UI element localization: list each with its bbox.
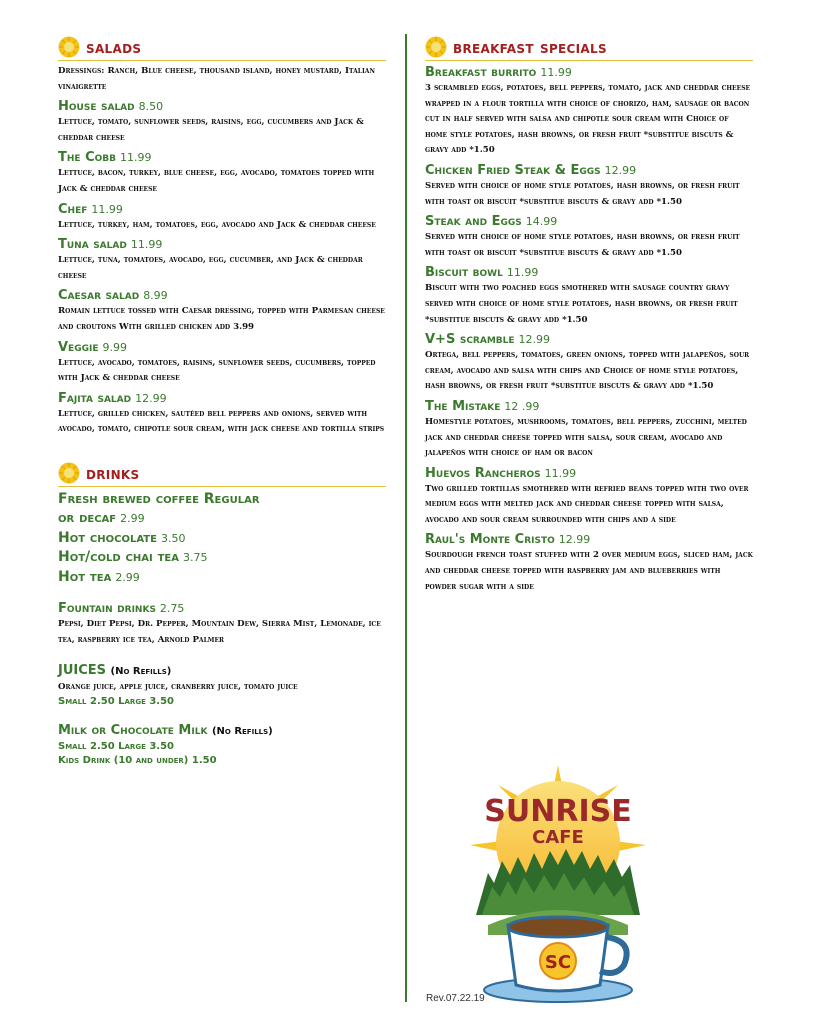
- item-price: 12 .99: [504, 399, 540, 413]
- item-note: (No Refills): [211, 726, 273, 738]
- item-price: 12.99: [558, 533, 591, 547]
- item-name: The Cobb: [58, 150, 116, 166]
- item-desc: Lettuce, avocado, tomatoes, raisins, sunflower seeds, cucumbers, topped with Jack & cheddar cheese: [58, 357, 376, 384]
- salad-item: [58, 339, 386, 387]
- item-price: 11.99: [544, 466, 577, 480]
- coffee-item-cont: [58, 509, 386, 529]
- item-name: The Mistake: [425, 398, 501, 414]
- item-name: JUICES: [58, 662, 107, 678]
- item-price: 14.99: [525, 215, 558, 229]
- item-name: Tuna salad: [58, 237, 127, 253]
- salads-header: [58, 36, 386, 61]
- breakfast-item: [425, 331, 753, 395]
- hot-tea-item: [58, 568, 386, 588]
- breakfast-item: [425, 264, 753, 328]
- item-desc: Ortega, bell peppers, tomatoes, green onions, topped with jalapeños, sour cream, avocado and salsa with chips and Choice of home style potatoes, hash browns, or fresh fruit *substitue biscuts & gravy add *1.50: [425, 350, 750, 392]
- item-desc: Orange juice, apple juice, cranberry juice, tomato juice: [58, 681, 298, 692]
- item-desc: Lettuce, tuna, tomatoes, avocado, egg, cucumber, and Jack & cheddar cheese: [58, 255, 363, 281]
- item-price: 9.99: [102, 340, 127, 354]
- item-name: Breakfast burrito: [425, 65, 537, 80]
- item-price: 3.75: [182, 551, 208, 565]
- item-name: Chicken Fried Steak & Eggs: [425, 162, 601, 178]
- item-price: 12.99: [518, 333, 551, 347]
- logo-line1: SUNRISE: [484, 794, 632, 829]
- item-price: 2.99: [115, 570, 140, 584]
- item-desc: Served with choice of home style potatoes, hash browns, or fresh fruit with toast or biscuit *substitue biscuts & gravy add *1.50: [425, 180, 740, 207]
- drinks-title: drinks: [86, 463, 140, 484]
- salad-item: [58, 287, 386, 335]
- logo-line2: CAFE: [532, 827, 584, 848]
- salad-item: [58, 236, 386, 284]
- item-price: 11.99: [506, 266, 539, 280]
- item-price: 8.50: [138, 100, 164, 114]
- item-desc: Romain lettuce tossed with Caesar dressing, topped with Parmesan cheese and croutons With grilled chicken add 3.99: [58, 306, 385, 332]
- sun-icon: [58, 462, 80, 484]
- item-name: Huevos Rancheros: [425, 465, 541, 481]
- breakfast-item: [425, 162, 753, 210]
- item-name: Fountain drinks: [58, 601, 156, 617]
- item-price: 8.99: [143, 289, 168, 303]
- item-desc: Served with choice of home style potatoes, hash browns, or fresh fruit with toast or biscuit *substitue biscuts & gravy add *1.50: [425, 232, 740, 258]
- item-name: Hot tea: [58, 568, 112, 585]
- item-price: 11.99: [120, 151, 152, 165]
- item-desc: Sourdough french toast stuffed with 2 over medium eggs, sliced ham, jack and cheddar cheese topped with raspberry jam and blueberries with powder sugar with a side: [425, 550, 753, 592]
- item-desc: Lettuce, tomato, sunflower seeds, raisins, egg, cucumbers and Jack & cheddar cheese: [58, 117, 364, 143]
- milk-item: [58, 722, 386, 740]
- salad-item: [58, 390, 386, 438]
- salad-item: [58, 98, 386, 146]
- item-name: or decaf: [58, 510, 117, 527]
- juices-item: [58, 662, 386, 680]
- breakfast-item: [425, 531, 753, 595]
- item-desc: Two grilled tortillas smothered with refried beans topped with two over medium eggs with melted jack and cheddar cheese topped with salsa, avocado and sour cream surrounded with chips and a side: [425, 483, 749, 525]
- item-name: Milk or Chocolate Milk: [58, 723, 208, 739]
- salad-item: [58, 201, 386, 234]
- item-desc: Pepsi, Diet Pepsi, Dr. Pepper, Mountain Dew, Sierra Mist, Lemonade, ice tea, raspberry ice tea, Arnold Palmer: [58, 619, 381, 645]
- item-name: Raul's Monte Cristo: [425, 532, 555, 548]
- column-divider: [405, 34, 407, 1002]
- breakfast-title: breakfast specials: [453, 38, 607, 58]
- item-sizes: Small 2.50 Large 3.50: [58, 696, 175, 708]
- item-name: V+S scramble: [425, 332, 515, 348]
- salads-title: salads: [86, 38, 142, 58]
- mug-initials: SC: [544, 952, 572, 973]
- item-name: Chef: [58, 201, 88, 217]
- item-name: Veggie: [58, 339, 99, 355]
- item-desc: Biscuit with two poached eggs smothered with sausage country gravy served with choice of home style potatoes, hash browns, or fresh fruit *substitue biscuts & gravy add *1.50: [425, 283, 738, 325]
- salad-item: [58, 149, 386, 197]
- item-price: 11.99: [91, 202, 123, 216]
- right-column: [425, 36, 753, 595]
- item-price: 11.99: [540, 66, 572, 79]
- item-desc: 3 scrambled eggs, potatoes, bell peppers, tomato, jack and cheddar cheese wrapped in a flour tortilla with choice of chorizo, ham, sausage or bacon cut in half served with salsa and chipotle sour cream with Choice of home style potatoes, hash browns, or fresh fruit *substitue biscuts & gravy add *1.50: [425, 83, 751, 156]
- breakfast-item: [425, 213, 753, 261]
- item-note: (No Refills): [110, 665, 172, 677]
- item-desc: Homestyle potatoes, mushrooms, tomatoes, bell peppers, zucchini, melted jack and cheddar cheese topped with salsa, sour cream, avocado and jalapeños with choice of ham or bacon: [425, 416, 747, 459]
- coffee-item: [58, 490, 386, 510]
- item-price: 12.99: [135, 391, 167, 405]
- item-name: Fresh brewed coffee Regular: [58, 490, 260, 507]
- kids-drink: Kids Drink (10 and under) 1.50: [58, 755, 217, 767]
- dressings-text: Dressings: Ranch, Blue cheese, thousand island, honey mustard, Italian vinaigrette: [58, 66, 375, 92]
- revision-date: Rev.07.22.19: [426, 993, 485, 1004]
- item-price: 3.50: [160, 531, 186, 545]
- item-desc: Lettuce, turkey, ham, tomatoes, egg, avocado and Jack & cheddar cheese: [58, 219, 376, 230]
- item-price: 2.99: [120, 512, 145, 526]
- item-name: Hot chocolate: [58, 529, 157, 546]
- breakfast-item: [425, 64, 753, 159]
- sun-icon: [58, 36, 80, 58]
- item-price: 12.99: [604, 163, 637, 177]
- item-name: Hot/cold chai tea: [58, 549, 179, 566]
- item-desc: Lettuce, grilled chicken, sautéed bell peppers and onions, served with avocado, tomato, chipotle sour cream, with jack cheese and tortilla strips: [58, 408, 385, 435]
- item-name: Fajita salad: [58, 390, 132, 406]
- sun-icon: [425, 36, 447, 58]
- item-name: Biscuit bowl: [425, 265, 503, 281]
- hot-chocolate-item: [58, 529, 386, 549]
- item-desc: Lettuce, bacon, turkey, blue cheese, egg, avocado, tomatoes topped with Jack & cheddar cheese: [58, 168, 375, 194]
- item-name: House salad: [58, 99, 135, 115]
- left-column: [58, 36, 386, 768]
- item-name: Caesar salad: [58, 288, 140, 304]
- fountain-item: [58, 600, 386, 617]
- item-price: 11.99: [130, 238, 163, 252]
- item-sizes: Small 2.50 Large 3.50: [58, 741, 175, 753]
- chai-item: [58, 548, 386, 568]
- breakfast-header: [425, 36, 753, 61]
- item-price: 2.75: [159, 602, 185, 616]
- breakfast-item: [425, 398, 753, 462]
- sunrise-cafe-logo: [468, 765, 648, 1005]
- item-name: Steak and Eggs: [425, 214, 522, 230]
- drinks-header: [58, 462, 386, 487]
- breakfast-item: [425, 465, 753, 529]
